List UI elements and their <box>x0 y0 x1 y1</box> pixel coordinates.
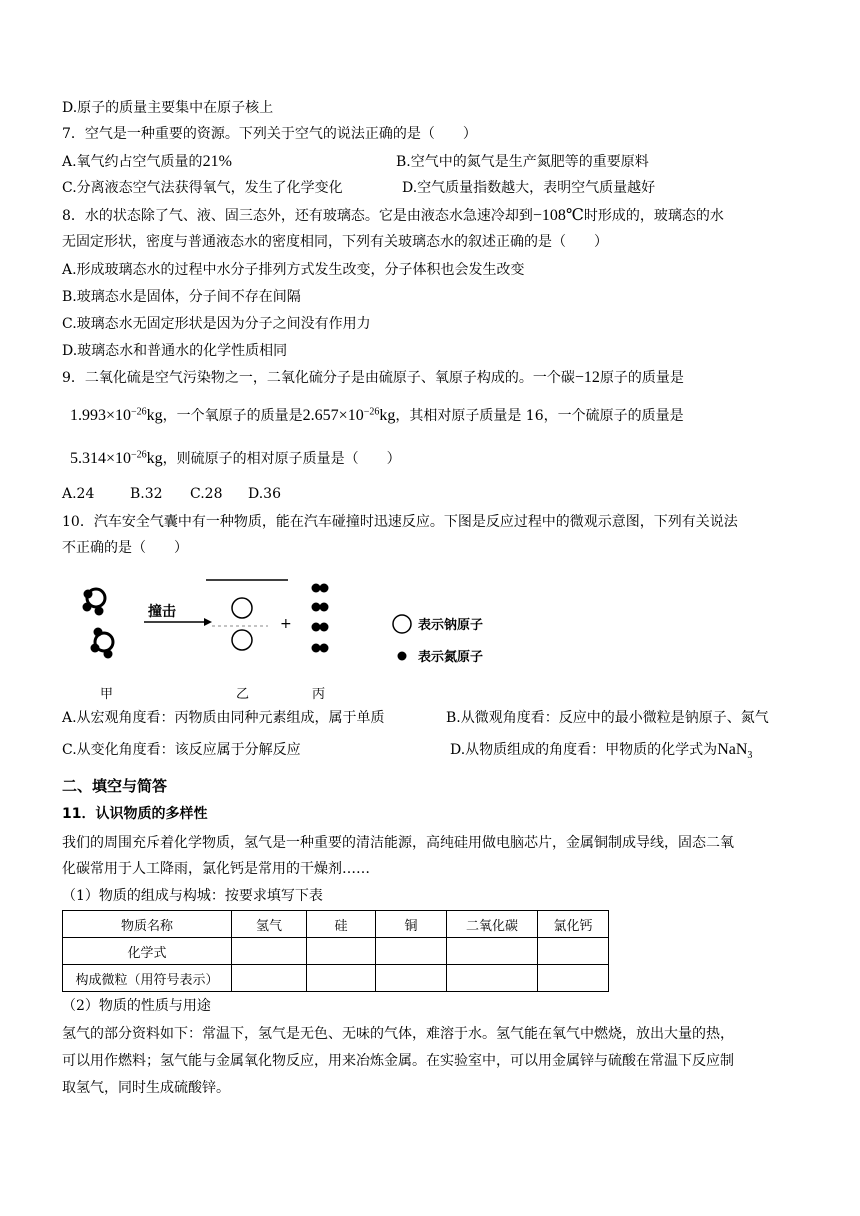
answer-cell <box>232 965 307 992</box>
q9-mass-oxygen: 2.657×10 <box>302 407 364 424</box>
table-row <box>63 965 609 992</box>
table-row-label: 化学式 <box>63 938 232 965</box>
q9-stem-mid2: ，其相对原子质量是 16，一个硫原子的质量是 <box>395 408 684 424</box>
answer-cell <box>538 965 609 992</box>
q9-stem-tail: ，则硫原子的相对原子质量是（ ） <box>162 451 401 467</box>
q10-option-d-subscript: 3 <box>747 749 753 761</box>
q8-option-b: B.玻璃态水是固体，分子间不存在间隔 <box>62 289 301 305</box>
q9-mass-sulfur: 5.314×10 <box>70 450 132 467</box>
q9-mass-oxygen-exp: −26 <box>363 406 380 418</box>
q7-option-c: C.分离液态空气法获得氧气，发生了化学变化 <box>62 180 343 196</box>
substance-table <box>62 910 609 992</box>
table-header-cell: 氯化钙 <box>538 911 609 938</box>
q11-paragraph-5: 取氢气，同时生成硫酸锌。 <box>62 1080 230 1096</box>
label-jia: 甲 <box>100 687 114 702</box>
answer-cell <box>307 938 376 965</box>
q8-stem-text-2: 时形成的，玻璃态的水 <box>583 208 724 224</box>
q7-option-b: B.空气中的氮气是生产氮肥等的重要原料 <box>396 154 649 170</box>
table-row <box>63 938 609 965</box>
q7-stem: 7．空气是一种重要的资源。下列关于空气的说法正确的是（ ） <box>62 126 477 142</box>
q9-mass-carbon-exp: −26 <box>131 406 147 418</box>
arrow-head <box>204 618 212 626</box>
n2-molecule <box>312 623 329 632</box>
molecule-jia-top <box>83 589 106 616</box>
q7-option-a-text: A.氧气约占空气质量的 <box>62 154 203 170</box>
label-bing: 丙 <box>312 687 326 702</box>
q9-stem-line3 <box>70 447 401 471</box>
q8-stem-line2: 无固定形状，密度与普通液态水的密度相同，下列有关玻璃态水的叙述正确的是（ ） <box>62 234 608 250</box>
answer-cell <box>538 938 609 965</box>
label-yi: 乙 <box>236 687 250 702</box>
sodium-atom <box>232 598 252 618</box>
q8-option-a: A.形成玻璃态水的过程中水分子排列方式发生改变，分子体积也会发生改变 <box>62 262 525 278</box>
table-header-cell: 铜 <box>376 911 447 938</box>
q10-stem-line1: 10．汽车安全气囊中有一种物质，能在汽车碰撞时迅速反应。下图是反应过程中的微观示意图，下列有关说法 <box>62 514 738 530</box>
q10-stem-line2: 不正确的是（ ） <box>62 540 188 556</box>
answer-cell <box>307 965 376 992</box>
answer-cell <box>447 965 538 992</box>
reaction-diagram <box>62 574 522 684</box>
q9-stem-mid1: ，一个氧原子的质量是 <box>162 408 303 424</box>
q9-unit: kg <box>146 450 163 467</box>
q9-unit: kg <box>379 407 396 424</box>
q10-option-d-formula: NaN <box>717 741 748 758</box>
n2-molecule <box>312 584 329 593</box>
q9-option-d: D.36 <box>248 486 281 502</box>
q7-option-d: D.空气质量指数越大，表明空气质量越好 <box>402 180 656 196</box>
table-row-label: 构成微粒（用符号表示） <box>63 965 232 992</box>
q11-sub-2: （2）物质的性质与用途 <box>62 998 211 1014</box>
q9-unit: kg <box>146 407 163 424</box>
q9-mass-sulfur-exp: −26 <box>131 449 147 461</box>
section-2-title: 二、填空与简答 <box>62 777 168 795</box>
q11-title: 11．认识物质的多样性 <box>62 806 208 822</box>
q11-paragraph-3: 氢气的部分资料如下：常温下，氢气是无色、无味的气体，难溶于水。氢气能在氧气中燃烧，放出大量的热， <box>62 1026 734 1042</box>
q9-option-a: A.24 <box>62 486 95 502</box>
q7-option-a-value: 21% <box>202 153 232 170</box>
q8-option-d: D.玻璃态水和普通水的化学性质相同 <box>62 343 288 359</box>
q9-stem-text: 9．二氧化硫是空气污染物之一，二氧化硫分子是由硫原子、氧原子构成的。一个碳 <box>62 370 575 386</box>
table-header-cell: 硅 <box>307 911 376 938</box>
q8-stem-line1 <box>62 206 724 226</box>
legend-sodium-label: 表示钠原子 <box>418 618 484 633</box>
table-header-cell: 二氧化碳 <box>447 911 538 938</box>
q11-paragraph-4: 可以用作燃料；氢气能与金属氧化物反应，用来冶炼金属。在实验室中，可以用金属锌与硫酸在常温下反应制 <box>62 1053 734 1069</box>
q10-option-d <box>450 740 752 760</box>
plus-sign: + <box>280 616 292 632</box>
legend-sodium-icon <box>393 615 411 633</box>
table-header-row <box>63 911 609 938</box>
q9-carbon-isotope: −12 <box>574 369 600 386</box>
q9-option-c: C.28 <box>190 486 223 502</box>
n2-molecule <box>312 644 329 653</box>
q10-option-c: C.从变化角度看：该反应属于分解反应 <box>62 742 301 758</box>
q8-stem-text: 8．水的状态除了气、液、固三态外，还有玻璃态。它是由液态水急速冷却到 <box>62 208 533 224</box>
legend-nitrogen-label: 表示氮原子 <box>418 650 484 665</box>
q11-paragraph-2: 化碳常用于人工降雨，氯化钙是常用的干燥剂…… <box>62 861 370 877</box>
legend-nitrogen-icon <box>398 652 407 661</box>
q11-sub-1: （1）物质的组成与构城：按要求填写下表 <box>62 888 323 904</box>
q10-option-a: A.从宏观角度看：丙物质由同种元素组成，属于单质 <box>62 710 385 726</box>
answer-cell <box>376 965 447 992</box>
q10-option-b: B.从微观角度看：反应中的最小微粒是钠原子、氮气 <box>446 710 769 726</box>
q7-option-a <box>62 152 232 172</box>
q9-stem-line1 <box>62 368 684 388</box>
n2-molecule <box>312 603 329 612</box>
arrow-label: 撞击 <box>148 604 176 620</box>
q10-option-d-text: D.从物质组成的角度看：甲物质的化学式为 <box>450 742 718 758</box>
q8-option-c: C.玻璃态水无固定形状是因为分子之间没有作用力 <box>62 316 371 332</box>
q9-option-b: B.32 <box>130 486 163 502</box>
answer-cell <box>232 938 307 965</box>
q11-paragraph-1: 我们的周围充斥着化学物质，氢气是一种重要的清洁能源，高纯硅用做电脑芯片，金属铜制成导线，固态二氧 <box>62 835 734 851</box>
answer-cell <box>447 938 538 965</box>
q8-temperature: −108℃ <box>532 207 584 224</box>
table-header-cell: 物质名称 <box>63 911 232 938</box>
q9-mass-carbon: 1.993×10 <box>70 407 132 424</box>
q9-stem-line2 <box>70 404 684 428</box>
sodium-atom <box>232 630 252 650</box>
molecule-jia-bottom <box>91 628 114 659</box>
table-header-cell: 氢气 <box>232 911 307 938</box>
q9-stem-text-2: 原子的质量是 <box>599 370 684 386</box>
answer-cell <box>376 938 447 965</box>
q6-option-d: D.原子的质量主要集中在原子核上 <box>62 100 274 116</box>
